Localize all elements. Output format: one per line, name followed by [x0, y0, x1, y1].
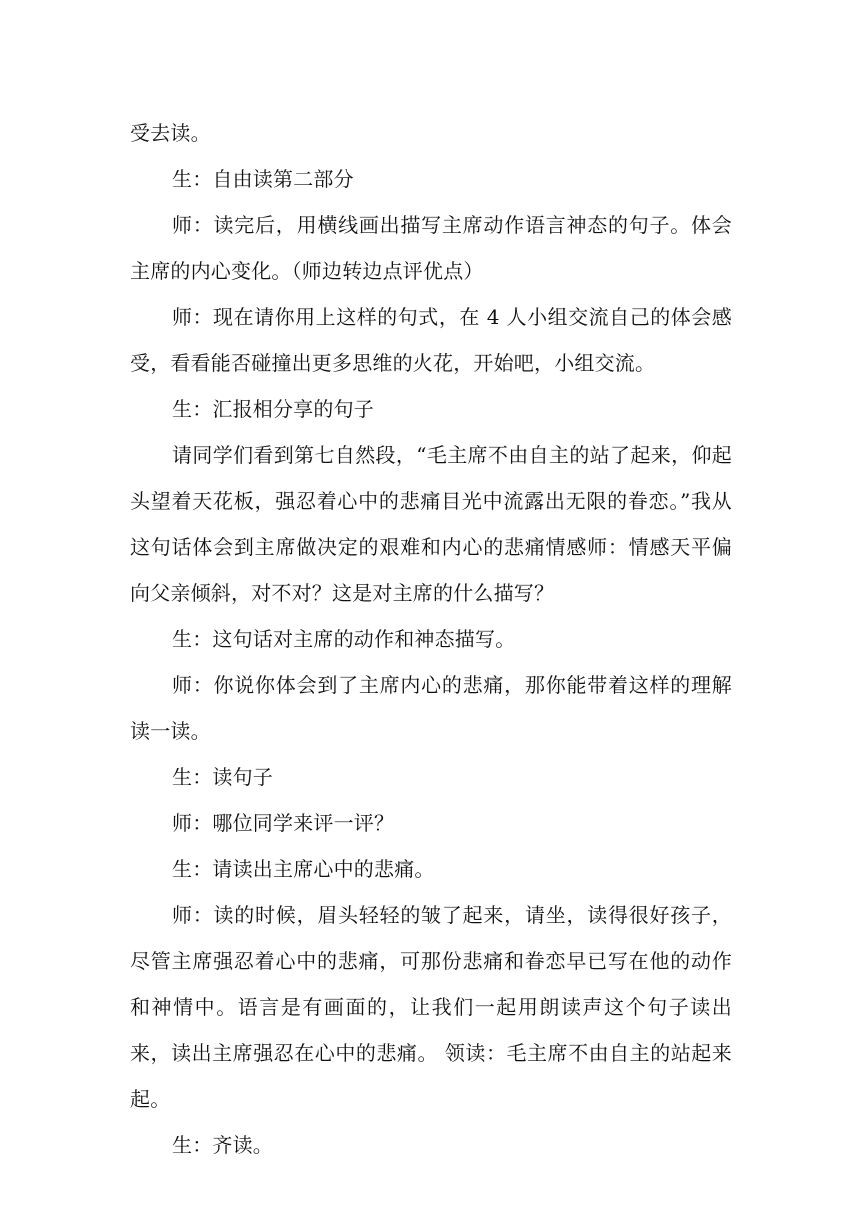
paragraph-13: 生：齐读。 [172, 1133, 273, 1157]
paragraph-1: 受去读。 [130, 121, 211, 145]
paragraph-4: 师：现在请你用上这样的句式，在 4 人小组交流自己的体会感受，看看能否碰撞出更多思维的火花，开始吧，小组交流。 [130, 305, 732, 375]
paragraph-11: 生：请读出主席心中的悲痛。 [172, 857, 435, 881]
paragraph-8: 师：你说你体会到了主席内心的悲痛，那你能带着这样的理解读一读。 [130, 673, 732, 743]
paragraph-5: 生：汇报相分享的句子 [172, 397, 374, 421]
paragraph-10: 师：哪位同学来评一评？ [172, 811, 395, 835]
paragraph-3: 师：读完后，用横线画出描写主席动作语言神态的句子。体会主席的内心变化。（师边转边点评优点） [130, 213, 732, 283]
paragraph-7: 生：这句话对主席的动作和神态描写。 [172, 627, 516, 651]
paragraph-6: 请同学们看到第七自然段，“毛主席不由自主的站了起来，仰起头望着天花板，强忍着心中的悲痛目光中流露出无限的眷恋。”我从这句话体会到主席做决定的艰难和内心的悲痛情感师：情感天平偏向父亲倾斜，对不对？这是对主席的什么描写？ [130, 443, 732, 605]
paragraph-12: 师：读的时候，眉头轻轻的皱了起来，请坐，读得很好孩子，尽管主席强忍着心中的悲痛，可那份悲痛和眷恋早已写在他的动作和神情中。语言是有画面的，让我们一起用朗读声这个句子读出来，读出主席强忍在心中的悲痛。 领读：毛主席不由自主的站起来起。 [130, 903, 732, 1111]
paragraph-2: 生：自由读第二部分 [172, 167, 354, 191]
paragraph-9: 生：读句子 [172, 765, 273, 789]
